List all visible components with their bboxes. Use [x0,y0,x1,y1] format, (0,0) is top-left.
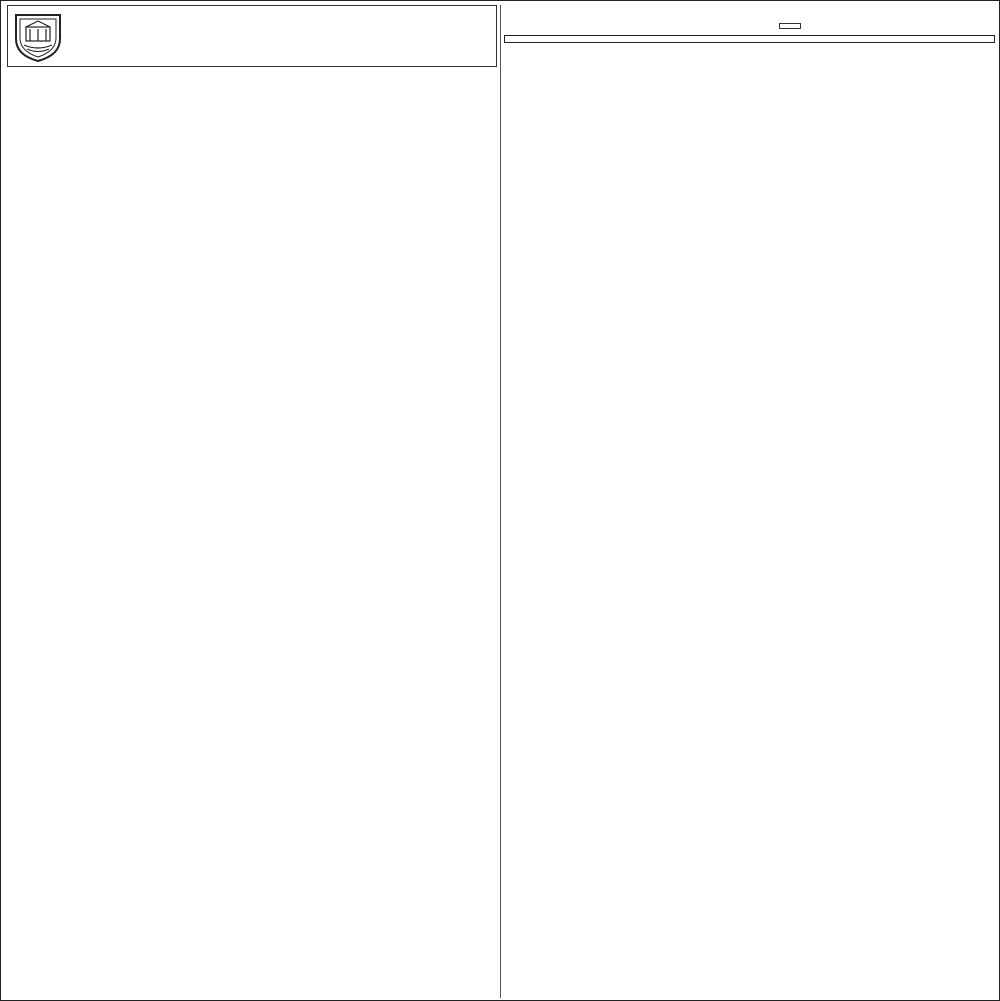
column-divider [500,5,501,998]
right-column [504,5,995,999]
signatory-designation [504,35,995,43]
signature-block [504,22,995,31]
left-column [7,5,497,999]
signatory-name [779,23,801,29]
header [7,5,497,67]
court-emblem-icon [12,9,64,63]
